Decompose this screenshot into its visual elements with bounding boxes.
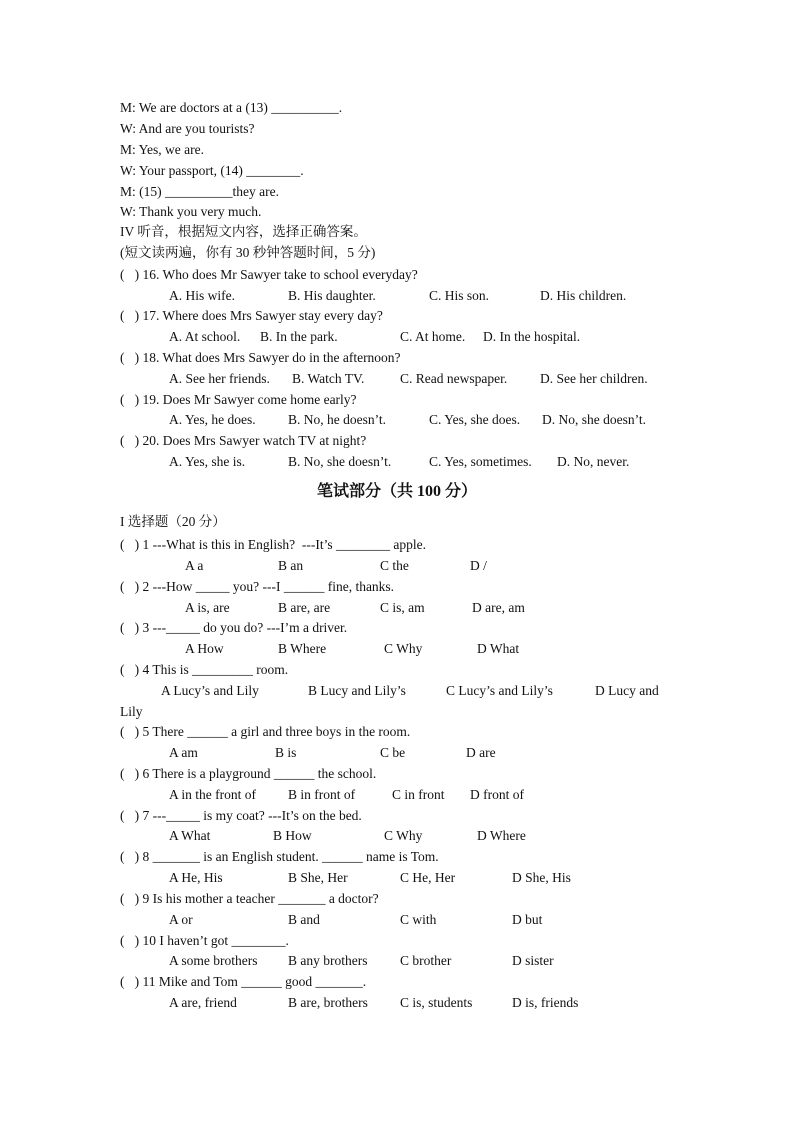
option-a: A. Yes, he does. xyxy=(169,412,256,427)
option-a: A He, His xyxy=(169,870,223,885)
option-b: B an xyxy=(278,558,304,573)
question-8: ( ) 8 _______ is an English student. ______ name is Tom. xyxy=(120,849,439,864)
option-d: D She, His xyxy=(512,870,571,885)
option-b: B. No, she doesn’t. xyxy=(288,454,392,469)
option-c: C is, students xyxy=(400,995,473,1010)
question-6: ( ) 6 There is a playground ______ the school. xyxy=(120,766,377,781)
option-b: B are, brothers xyxy=(288,995,368,1010)
option-c: C brother xyxy=(400,953,452,968)
option-c: C with xyxy=(400,912,437,927)
option-d: D are, am xyxy=(472,600,525,615)
option-a: A How xyxy=(185,641,224,656)
option-a: A. Yes, she is. xyxy=(169,454,246,469)
option-a: A Lucy’s and Lily xyxy=(161,683,259,698)
option-a: A What xyxy=(169,828,211,843)
option-b: B is xyxy=(275,745,297,760)
dialogue-line: M: Yes, we are. xyxy=(120,142,204,157)
option-d: D What xyxy=(477,641,520,656)
dialogue-line: W: Your passport, (14) ________. xyxy=(120,163,304,178)
question-2: ( ) 2 ---How _____ you? ---I ______ fine, thanks. xyxy=(120,579,395,594)
option-a: A. See her friends. xyxy=(169,371,270,386)
option-d: D Lucy and xyxy=(595,683,659,698)
question-17: ( ) 17. Where does Mrs Sawyer stay every day? xyxy=(120,308,383,323)
option-a: A. At school. xyxy=(169,329,241,344)
section-iv-heading: IV 听音，根据短文内容，选择正确答案。 xyxy=(120,224,367,239)
option-b: B. Watch TV. xyxy=(292,371,365,386)
option-a: A some brothers xyxy=(169,953,258,968)
option-c: C Lucy’s and Lily’s xyxy=(446,683,553,698)
option-c: C is, am xyxy=(380,600,425,615)
question-10: ( ) 10 I haven’t got ________. xyxy=(120,933,289,948)
option-d: D. No, never. xyxy=(557,454,630,469)
question-11: ( ) 11 Mike and Tom ______ good _______. xyxy=(120,974,367,989)
option-b: B any brothers xyxy=(288,953,368,968)
option-d: D are xyxy=(466,745,496,760)
option-d: D. His children. xyxy=(540,288,627,303)
option-d: D is, friends xyxy=(512,995,579,1010)
option-c: C Why xyxy=(384,641,423,656)
option-b: B in front of xyxy=(288,787,356,802)
question-5: ( ) 5 There ______ a girl and three boys in the room. xyxy=(120,724,411,739)
option-c: C be xyxy=(380,745,406,760)
question-1: ( ) 1 ---What is this in English? ---It’s ________ apple. xyxy=(120,537,426,552)
option-c: C. Yes, she does. xyxy=(429,412,521,427)
question-4: ( ) 4 This is _________ room. xyxy=(120,662,289,677)
question-3: ( ) 3 ---_____ do you do? ---I’m a driver. xyxy=(120,620,348,635)
dialogue-line: M: (15) __________they are. xyxy=(120,184,279,199)
option-b: B. His daughter. xyxy=(288,288,376,303)
option-d: D but xyxy=(512,912,543,927)
option-c: C. Read newspaper. xyxy=(400,371,508,386)
option-a: A or xyxy=(169,912,193,927)
option-a: A a xyxy=(185,558,204,573)
option-b: B She, Her xyxy=(288,870,348,885)
option-c: C the xyxy=(380,558,409,573)
option-a: A is, are xyxy=(185,600,230,615)
section-i-heading: I 选择题（20 分） xyxy=(120,514,226,529)
question-20: ( ) 20. Does Mrs Sawyer watch TV at night? xyxy=(120,433,367,448)
option-b: B and xyxy=(288,912,320,927)
option-c: C. Yes, sometimes. xyxy=(429,454,532,469)
option-b: B. No, he doesn’t. xyxy=(288,412,386,427)
option-b: B. In the park. xyxy=(260,329,338,344)
option-c: C Why xyxy=(384,828,423,843)
option-a: A am xyxy=(169,745,198,760)
dialogue-line: W: And are you tourists? xyxy=(120,121,255,136)
section-iv-note: (短文读两遍，你有 30 秒钟答题时间，5 分) xyxy=(120,245,376,260)
option-d-wrap: Lily xyxy=(120,704,143,719)
option-a: A are, friend xyxy=(169,995,237,1010)
option-d: D. In the hospital. xyxy=(483,329,581,344)
option-b: B Where xyxy=(278,641,327,656)
option-d: D front of xyxy=(470,787,524,802)
option-c: C. At home. xyxy=(400,329,466,344)
option-c: C in front xyxy=(392,787,445,802)
question-16: ( ) 16. Who does Mr Sawyer take to school everyday? xyxy=(120,267,418,282)
dialogue-line: M: We are doctors at a (13) __________. xyxy=(120,100,343,115)
option-b: B How xyxy=(273,828,312,843)
question-7: ( ) 7 ---_____ is my coat? ---It’s on the bed. xyxy=(120,808,362,823)
option-b: B Lucy and Lily’s xyxy=(308,683,406,698)
option-c: C. His son. xyxy=(429,288,490,303)
question-18: ( ) 18. What does Mrs Sawyer do in the afternoon? xyxy=(120,350,401,365)
option-d: D. See her children. xyxy=(540,371,648,386)
option-d: D Where xyxy=(477,828,526,843)
option-b: B are, are xyxy=(278,600,331,615)
option-c: C He, Her xyxy=(400,870,456,885)
written-part-title: 笔试部分（共 100 分） xyxy=(316,483,477,500)
option-a: A in the front of xyxy=(169,787,256,802)
question-19: ( ) 19. Does Mr Sawyer come home early? xyxy=(120,392,357,407)
option-d: D / xyxy=(470,558,487,573)
option-d: D. No, she doesn’t. xyxy=(542,412,646,427)
option-a: A. His wife. xyxy=(169,288,235,303)
question-9: ( ) 9 Is his mother a teacher _______ a doctor? xyxy=(120,891,379,906)
dialogue-line: W: Thank you very much. xyxy=(120,204,262,219)
option-d: D sister xyxy=(512,953,554,968)
